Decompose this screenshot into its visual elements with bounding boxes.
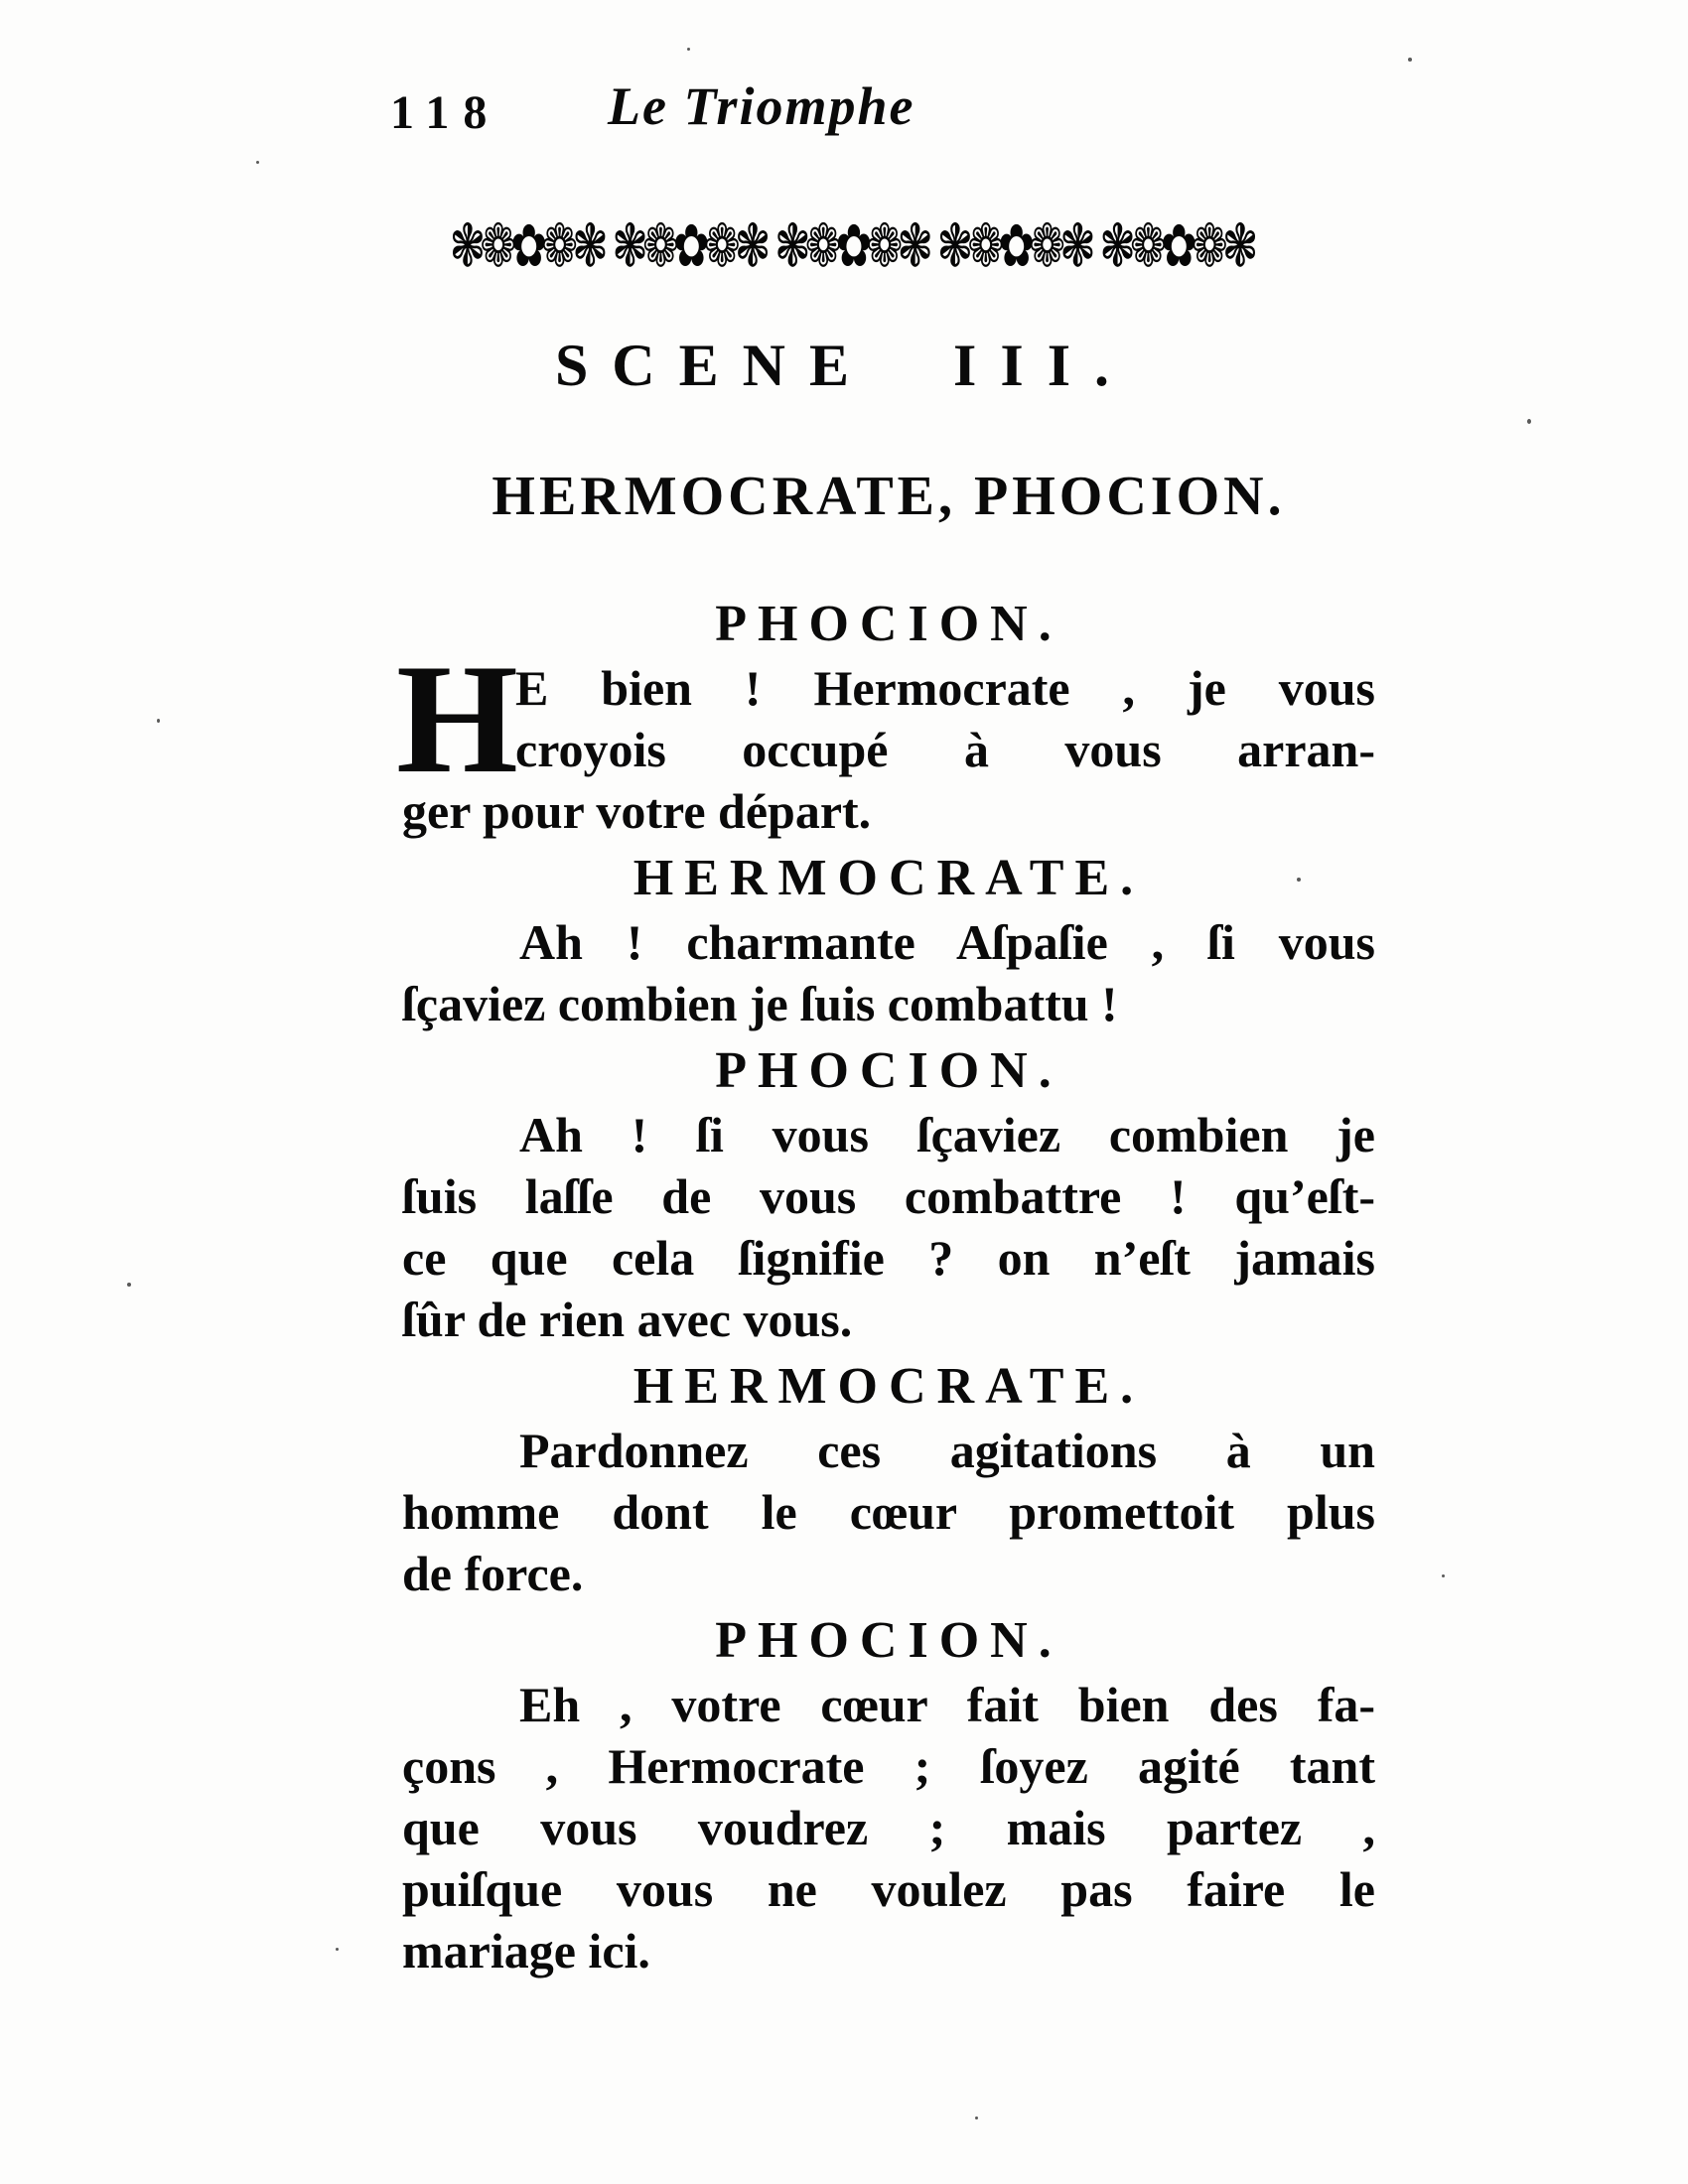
- scan-speck: [687, 48, 690, 51]
- dialogue-line: Eh , votre cœur fait bien des fa-: [519, 1677, 1375, 1732]
- scan-speck: [1297, 878, 1301, 882]
- scan-speck: [1527, 419, 1531, 424]
- scan-speck: [336, 1948, 339, 1951]
- dialogue-line: ſûr de rien avec vous.: [402, 1292, 853, 1347]
- dialogue-line: mariage ici.: [402, 1923, 650, 1979]
- scan-speck: [1408, 58, 1412, 62]
- page-number: 118: [390, 86, 501, 139]
- speech: [402, 1674, 1375, 1981]
- dialogue-line: ſçaviez combien je ſuis combattu !: [402, 976, 1118, 1031]
- speaker-heading: HERMOCRATE.: [633, 1358, 1145, 1415]
- drop-cap-lines: [515, 657, 1375, 780]
- speaker-heading: PHOCION.: [715, 1612, 1062, 1669]
- dialogue-line: Pardonnez ces agitations à un: [519, 1423, 1375, 1478]
- dialogue-line: Ah ! ſi vous ſçaviez combien je: [519, 1107, 1375, 1162]
- scan-speck: [157, 719, 160, 723]
- fleuron-ornament-band: ❃❁✿❁❃ ❃❁✿❁❃ ❃❁✿❁❃ ❃❁✿❁❃ ❃❁✿❁❃: [449, 212, 1253, 281]
- dialogue-line: ger pour votre départ.: [402, 783, 872, 839]
- dialogue-line: Ah ! charmante Aſpaſie , ſi vous: [519, 914, 1375, 970]
- speech: [402, 911, 1375, 1034]
- running-title: Le Triomphe: [608, 76, 915, 136]
- dialogue-line: de force.: [402, 1546, 584, 1601]
- dialogue-line: ſuis laſſe de vous combattre ! qu’eſt-: [402, 1168, 1375, 1224]
- scan-speck: [256, 161, 259, 164]
- dialogue-line: puiſque vous ne voulez pas faire le: [402, 1861, 1375, 1917]
- scan-speck: [975, 2116, 978, 2119]
- speaker-heading: PHOCION.: [715, 1042, 1062, 1099]
- dialogue-line: homme dont le cœur promettoit plus: [402, 1484, 1375, 1540]
- speech: [396, 632, 1375, 842]
- dialogue-line: E bien ! Hermocrate , je vous: [515, 660, 1375, 716]
- dialogue-line: croyois occupé à vous arran-: [515, 722, 1375, 777]
- speech: [402, 1104, 1375, 1350]
- dialogue-line: ce que cela ſignifie ? on n’eſt jamais: [402, 1230, 1375, 1286]
- scan-speck: [127, 1283, 131, 1287]
- dialogue-line: que vous voudrez ; mais partez ,: [402, 1800, 1375, 1855]
- characters-line: HERMOCRATE, PHOCION.: [492, 466, 1286, 527]
- dialogue-line: çons , Hermocrate ; ſoyez agité tant: [402, 1738, 1375, 1794]
- speaker-heading: PHOCION.: [715, 596, 1062, 652]
- scene-heading: SCENE III.: [554, 333, 1134, 398]
- drop-cap: H: [396, 632, 518, 806]
- scan-speck: [1442, 1574, 1445, 1577]
- speech: [402, 1420, 1375, 1604]
- dialogue-column: [396, 588, 1375, 1981]
- speaker-heading: HERMOCRATE.: [633, 850, 1145, 906]
